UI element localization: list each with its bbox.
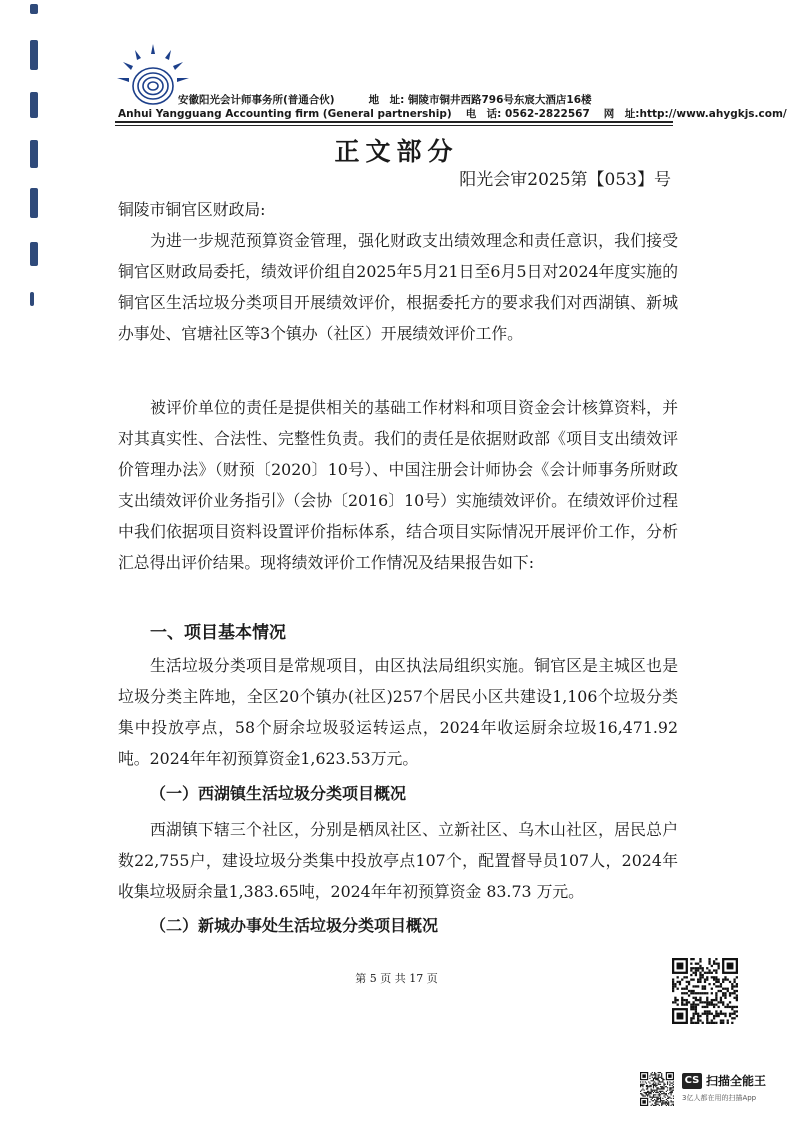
subsection-heading-2: （二）新城办事处生活垃圾分类项目概况 xyxy=(150,916,439,935)
web-label: 网 址: xyxy=(603,108,640,120)
subsection-heading-1: （一）西湖镇生活垃圾分类项目概况 xyxy=(150,784,407,803)
subsection-1-paragraph: 西湖镇下辖三个社区，分别是栖凤社区、立新社区、乌木山社区，居民总户数22,755户，建设垃圾分类集中投放亭点107个，配置督导员107人，2024年收集垃圾厨余量1,383.65吨，2024年年初预算资金 83.73 万元。 xyxy=(118,820,678,901)
scanner-app-name: 扫描全能王 xyxy=(706,1074,767,1088)
scanner-app-qr-code xyxy=(640,1072,674,1106)
letterhead-line-1 xyxy=(178,92,592,107)
header-rule-thin xyxy=(115,125,673,126)
paragraph-1: 为进一步规范预算资金管理，强化财政支出绩效理念和责任意识，我们接受铜官区财政局委托，绩效评价组自2025年5月21日至6月5日对2024年度实施的铜官区生活垃圾分类项目开展绩效评价，根据委托方的要求我们对西湖镇、新城办事处、官塘社区等3个镇办（社区）开展绩效评价工作。 xyxy=(118,231,678,343)
address-label: 地 址: xyxy=(368,94,405,106)
letterhead-line-2 xyxy=(118,106,787,121)
document-number: 阳光会审2025第【053】号 xyxy=(459,170,671,190)
section-heading-1: 一、项目基本情况 xyxy=(150,623,286,643)
camscanner-logo-icon: CS xyxy=(682,1073,702,1089)
page-title: 正文部分 xyxy=(334,137,459,166)
firm-name-cn: 安徽阳光会计师事务所(普通合伙) xyxy=(178,94,335,106)
firm-website: http://www.ahygkjs.com/ xyxy=(639,108,787,120)
paragraph-2: 被评价单位的责任是提供相关的基础工作材料和项目资金会计核算资料，并对其真实性、合法性、完整性负责。我们的责任是依据财政部《项目支出绩效评价管理办法》（财预〔2020〕10号）、中国注册会计师协会《会计师事务所财政支出绩效评价业务指引》（会协〔2016〕10号）实施绩效评价。在绩效评价过程中我们依据项目资料设置评价指标体系，结合项目实际情况开展评价工作，分析汇总得出评价结果。现将绩效评价工作情况及结果报告如下: xyxy=(118,398,678,572)
header-rule-thick xyxy=(115,121,673,123)
qr-code xyxy=(672,958,738,1024)
section-1-paragraph: 生活垃圾分类项目是常规项目，由区执法局组织实施。铜官区是主城区也是垃圾分类主阵地，全区20个镇办(社区)257个居民小区共建设1,106个垃圾分类集中投放亭点，58个厨余垃圾驳运转运点，2024年收运厨余垃圾16,471.92吨。2024年年初预算资金1,623.53万元。 xyxy=(118,656,678,768)
firm-name-en: Anhui Yangguang Accounting firm (General partnership) xyxy=(118,108,452,120)
phone-label: 电 话: xyxy=(465,108,502,120)
page-number: 第 5 页 共 17 页 xyxy=(355,972,438,985)
firm-address: 铜陵市铜井西路796号东宸大酒店16楼 xyxy=(407,94,592,106)
recipient: 铜陵市铜官区财政局: xyxy=(118,200,266,219)
firm-phone: 0562-2822567 xyxy=(505,108,590,120)
scanner-app-slogan: 3亿人都在用的扫描App xyxy=(682,1094,757,1102)
